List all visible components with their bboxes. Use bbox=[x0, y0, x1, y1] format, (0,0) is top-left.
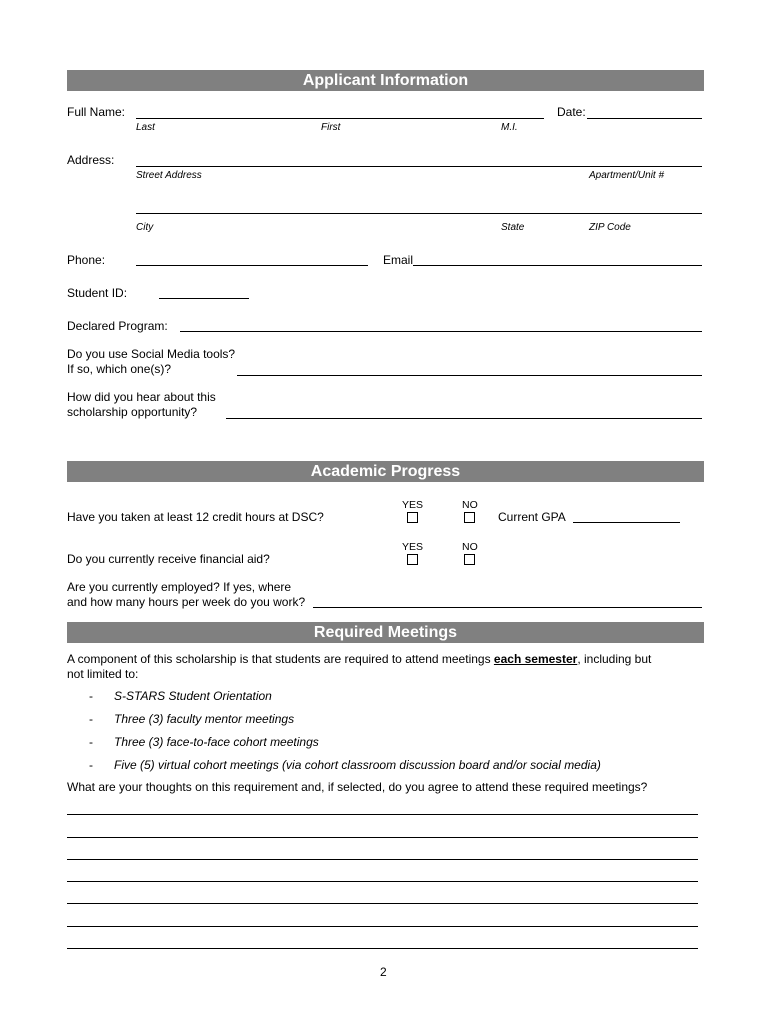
address-label: Address: bbox=[67, 153, 115, 167]
student-id-field[interactable] bbox=[159, 298, 249, 299]
section-header-academic: Academic Progress bbox=[67, 461, 704, 482]
social-media-question-2: If so, which one(s)? bbox=[67, 362, 172, 376]
response-line[interactable] bbox=[67, 837, 698, 838]
gpa-label: Current GPA bbox=[498, 510, 566, 524]
mi-caption: M.I. bbox=[501, 122, 518, 133]
response-line[interactable] bbox=[67, 926, 698, 927]
response-line[interactable] bbox=[67, 903, 698, 904]
response-line[interactable] bbox=[67, 881, 698, 882]
financial-aid-question: Do you currently receive financial aid? bbox=[67, 552, 270, 566]
hear-about-question-2: scholarship opportunity? bbox=[67, 405, 198, 419]
list-item: Five (5) virtual cohort meetings (via cohort classroom discussion board and/or social media) bbox=[114, 758, 601, 772]
credit-hours-question: Have you taken at least 12 credit hours at DSC? bbox=[67, 510, 324, 524]
hear-about-field[interactable] bbox=[226, 418, 702, 419]
response-line[interactable] bbox=[67, 859, 698, 860]
employed-question-1: Are you currently employed? If yes, where bbox=[67, 580, 292, 594]
full-name-field[interactable] bbox=[136, 118, 544, 119]
section-header-applicant: Applicant Information bbox=[67, 70, 704, 91]
meetings-intro-text: A component of this scholarship is that students are required to attend meetings bbox=[67, 652, 494, 666]
response-line[interactable] bbox=[67, 948, 698, 949]
yes-label: YES bbox=[402, 541, 424, 553]
declared-program-label: Declared Program: bbox=[67, 319, 168, 333]
first-name-caption: First bbox=[321, 122, 341, 133]
response-line[interactable] bbox=[67, 814, 698, 815]
phone-field[interactable] bbox=[136, 265, 368, 266]
last-name-caption: Last bbox=[136, 122, 155, 133]
list-item: Three (3) faculty mentor meetings bbox=[114, 712, 295, 726]
meetings-question: What are your thoughts on this requirement and, if selected, do you agree to attend these required meetings? bbox=[67, 780, 648, 794]
gpa-field[interactable] bbox=[573, 522, 680, 523]
list-item: Three (3) face-to-face cohort meetings bbox=[114, 735, 319, 749]
list-dash: - bbox=[89, 712, 93, 726]
street-address-field[interactable] bbox=[136, 166, 702, 167]
state-caption: State bbox=[501, 222, 525, 233]
employment-field[interactable] bbox=[313, 607, 702, 608]
list-dash: - bbox=[89, 689, 93, 703]
city-caption: City bbox=[136, 222, 154, 233]
meetings-intro-text-end: , including but bbox=[577, 652, 652, 666]
credit-hours-yes-checkbox[interactable] bbox=[407, 512, 418, 523]
meetings-intro-continued: not limited to: bbox=[67, 667, 139, 681]
declared-program-field[interactable] bbox=[180, 331, 702, 332]
each-semester-emphasis: each semester bbox=[493, 652, 578, 666]
financial-aid-yes-checkbox[interactable] bbox=[407, 554, 418, 565]
list-dash: - bbox=[89, 735, 93, 749]
date-field[interactable] bbox=[587, 118, 702, 119]
yes-label: YES bbox=[402, 499, 424, 511]
social-media-question-1: Do you use Social Media tools? bbox=[67, 347, 236, 361]
phone-label: Phone: bbox=[67, 253, 106, 267]
student-id-label: Student ID: bbox=[67, 286, 128, 300]
zip-caption: ZIP Code bbox=[589, 222, 631, 233]
financial-aid-no-checkbox[interactable] bbox=[464, 554, 475, 565]
list-dash: - bbox=[89, 758, 93, 772]
credit-hours-no-checkbox[interactable] bbox=[464, 512, 475, 523]
list-item: S-STARS Student Orientation bbox=[114, 689, 272, 703]
section-header-meetings: Required Meetings bbox=[67, 622, 704, 643]
city-state-zip-field[interactable] bbox=[136, 213, 702, 214]
hear-about-question-1: How did you hear about this bbox=[67, 390, 216, 404]
street-address-caption: Street Address bbox=[136, 170, 202, 181]
apartment-caption: Apartment/Unit # bbox=[589, 170, 665, 181]
email-label: Email bbox=[383, 253, 414, 267]
email-field[interactable] bbox=[413, 265, 702, 266]
employed-question-2: and how many hours per week do you work? bbox=[67, 595, 306, 609]
date-label: Date: bbox=[557, 105, 586, 119]
meetings-intro bbox=[67, 652, 651, 666]
page-number: 2 bbox=[380, 965, 387, 979]
no-label: NO bbox=[462, 541, 478, 553]
social-media-field[interactable] bbox=[237, 375, 702, 376]
no-label: NO bbox=[462, 499, 478, 511]
full-name-label: Full Name: bbox=[67, 105, 126, 119]
